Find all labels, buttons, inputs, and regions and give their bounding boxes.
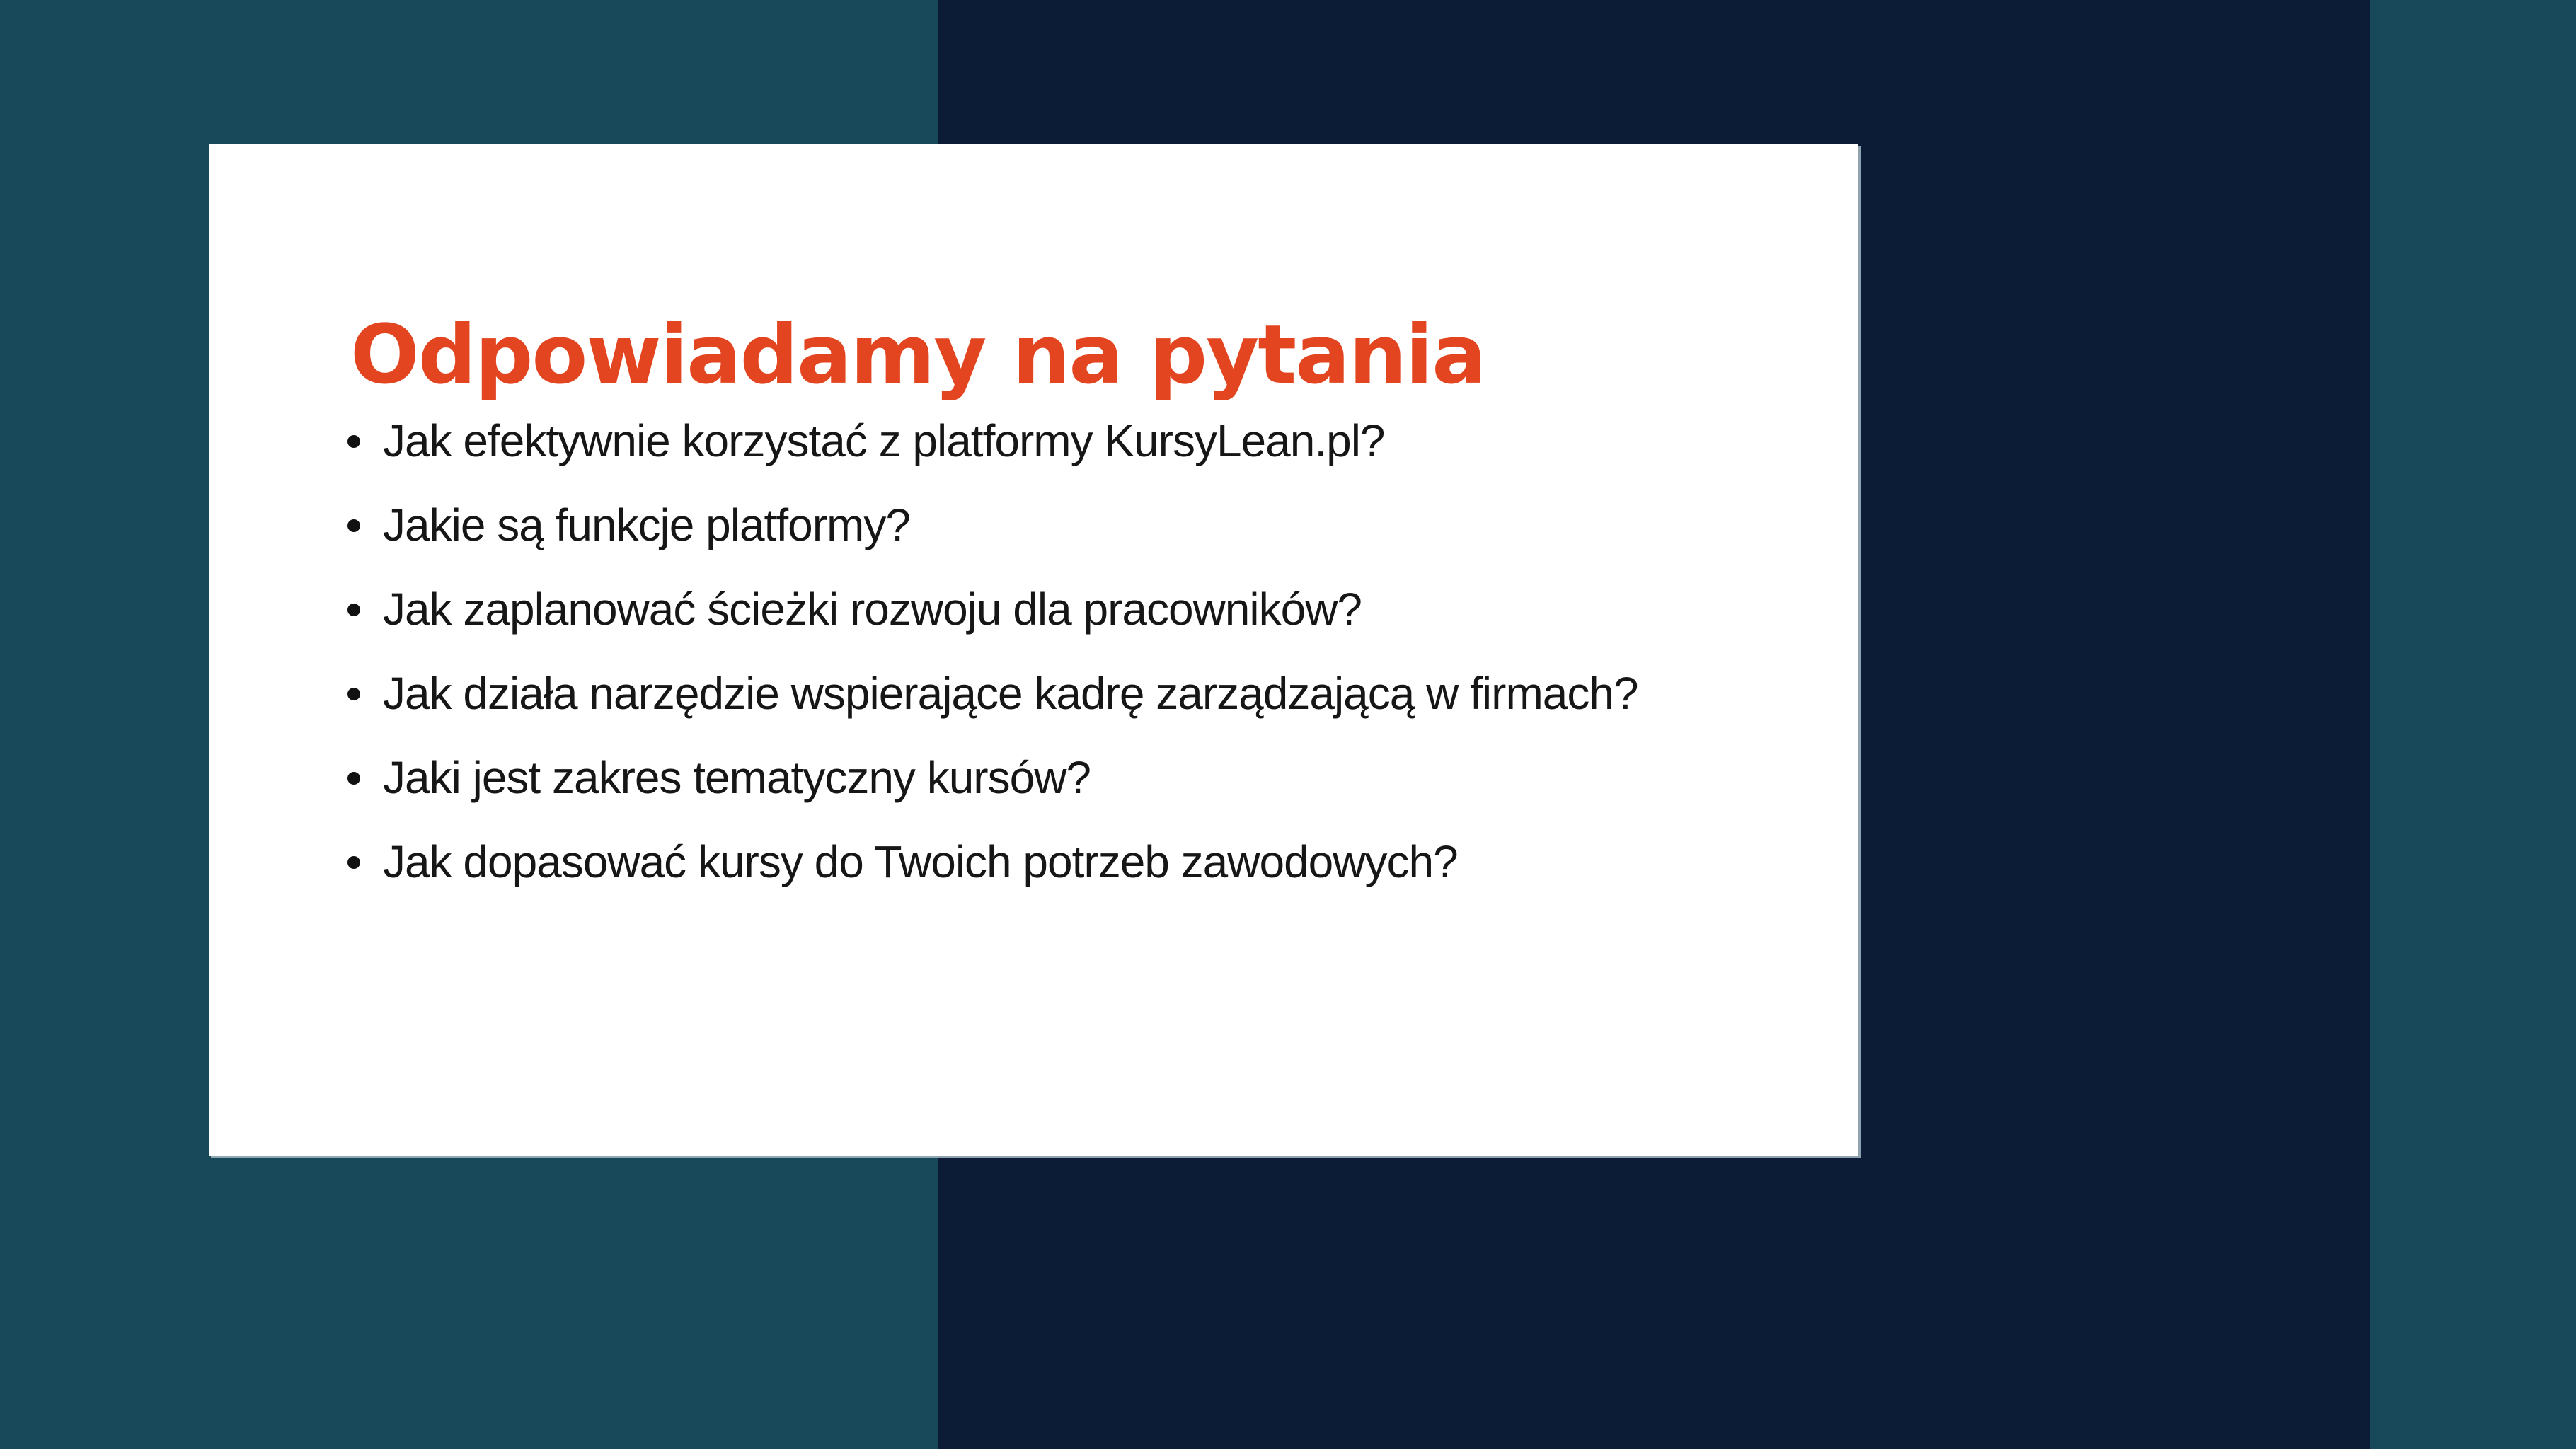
question-item [350, 502, 1638, 548]
slide-card [209, 144, 1858, 1156]
question-text: Jaki jest zakres tematyczny kursów? [383, 752, 1091, 803]
question-text: Jak działa narzędzie wspierające kadrę zarządzającą w firmach? [383, 668, 1638, 719]
question-text: Jak dopasować kursy do Twoich potrzeb zawodowych? [383, 836, 1458, 887]
bullet-dot-icon [347, 519, 360, 532]
question-item [350, 584, 1638, 635]
question-text: Jak efektywnie korzystać z platformy KursyLean.pl? [383, 415, 1385, 466]
background-right-teal-band [2370, 0, 2576, 1449]
question-item [350, 752, 1638, 803]
slide-title: Odpowiadamy na pytania [350, 308, 1485, 403]
question-item [350, 836, 1638, 887]
question-item [350, 415, 1638, 466]
bullet-dot-icon [347, 772, 360, 785]
bullet-dot-icon [347, 435, 360, 448]
bullet-dot-icon [347, 688, 360, 700]
question-text: Jakie są funkcje platformy? [383, 500, 910, 550]
question-list [350, 415, 1638, 923]
bullet-dot-icon [347, 604, 360, 616]
question-text: Jak zaplanować ścieżki rozwoju dla pracowników? [383, 584, 1362, 635]
question-item [350, 668, 1638, 719]
bullet-dot-icon [347, 856, 360, 869]
